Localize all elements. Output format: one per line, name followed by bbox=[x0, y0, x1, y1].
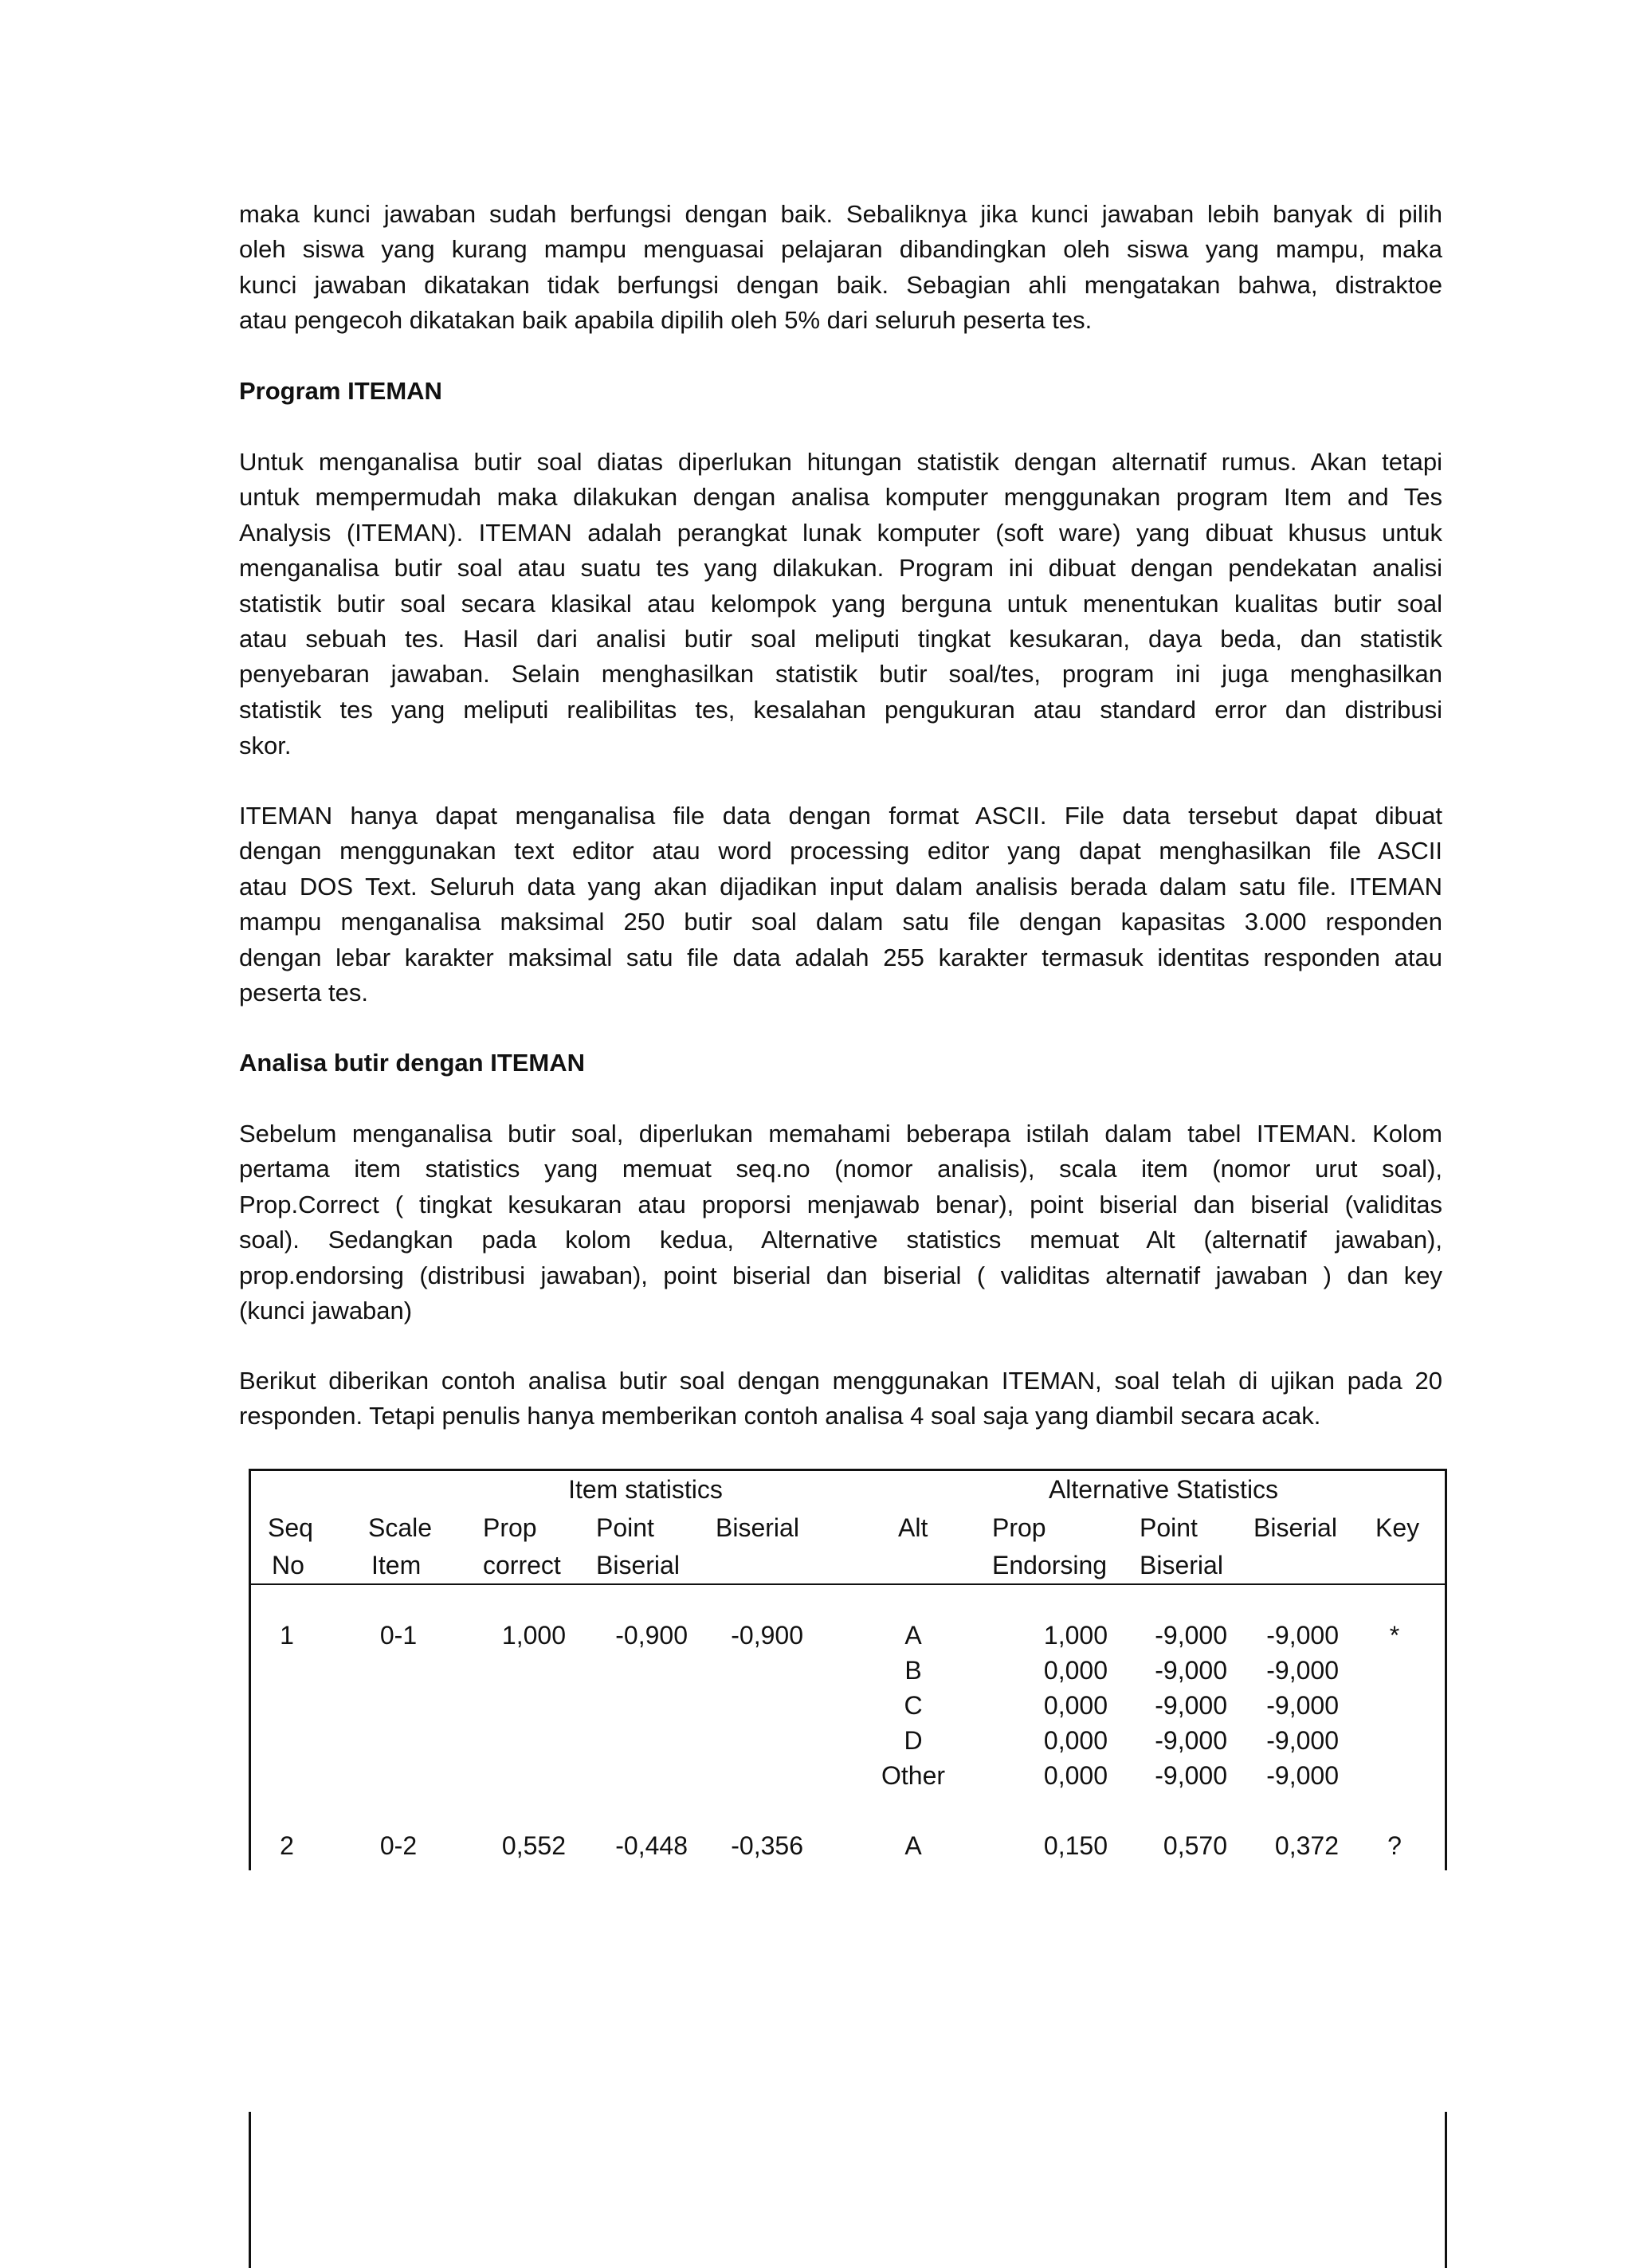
heading-program-iteman: Program ITEMAN bbox=[239, 377, 442, 405]
cell-alt-endorsing: 0,000 bbox=[1043, 1656, 1108, 1685]
cell-seq: 1 bbox=[280, 1621, 294, 1650]
cell-alt-biserial: -9,000 bbox=[1266, 1656, 1339, 1685]
cell-alt-biserial: -9,000 bbox=[1266, 1621, 1339, 1650]
cell-alt-biserial: 0,372 bbox=[1274, 1831, 1339, 1860]
cell-alt-biserial: -9,000 bbox=[1266, 1691, 1339, 1720]
cell-alt-biserial: -9,000 bbox=[1266, 1726, 1339, 1755]
cell-scale: 0-1 bbox=[379, 1621, 418, 1650]
paragraph-iteman-intro-end bbox=[239, 728, 1442, 763]
text-line: (kunci jawaban) bbox=[239, 1297, 413, 1324]
col-header-key: Key bbox=[1375, 1513, 1420, 1542]
text-line: prop.endorsing (distribusi jawaban), point biserial dan biserial ( validitas alternatif jawaban ) dan key bbox=[239, 1261, 1442, 1289]
text-line: oleh siswa yang kurang mampu menguasai pelajaran dibandingkan oleh siswa yang mampu, maka bbox=[239, 235, 1442, 264]
col-header-point: Point bbox=[596, 1513, 654, 1542]
col-header-seq: Seq bbox=[268, 1513, 313, 1542]
cell-alt-point-biserial: -9,000 bbox=[1155, 1726, 1227, 1755]
text-line: menganalisa butir soal atau suatu tes yang dilakukan. Program ini dibuat dengan pendekatan analisi bbox=[239, 554, 1442, 583]
heading-analisa-butir: Analisa butir dengan ITEMAN bbox=[239, 1049, 586, 1077]
text-line: atau DOS Text. Seluruh data yang akan dijadikan input dalam analisis berada dalam satu file. ITEMAN bbox=[239, 872, 1442, 901]
cell-alt: A bbox=[904, 1831, 922, 1860]
paragraph-terms bbox=[239, 1116, 1442, 1293]
cell-alt-point-biserial: -9,000 bbox=[1155, 1621, 1227, 1650]
col-header-no: No bbox=[272, 1551, 304, 1579]
text-line: ITEMAN hanya dapat menganalisa file data dengan format ASCII. File data tersebut dapat dibuat bbox=[239, 802, 1442, 830]
text-line: responden. Tetapi penulis hanya memberikan contoh analisa 4 soal saja yang diambil secara acak. bbox=[239, 1402, 1321, 1430]
cell-prop-correct: 0,552 bbox=[501, 1831, 566, 1860]
text-line: pertama item statistics yang memuat seq.no (nomor analisis), scala item (nomor urut soal), bbox=[239, 1155, 1442, 1183]
col-header-biserial: Biserial bbox=[716, 1513, 799, 1542]
text-line: penyebaran jawaban. Selain menghasilkan statistik butir soal/tes, program ini juga menghasilkan bbox=[239, 660, 1442, 689]
cell-seq: 2 bbox=[280, 1831, 294, 1860]
cell-alt-endorsing: 0,000 bbox=[1043, 1691, 1108, 1720]
text-line: mampu menganalisa maksimal 250 butir soal dalam satu file dengan kapasitas 3.000 responden bbox=[239, 908, 1442, 936]
cell-alt-endorsing: 0,000 bbox=[1043, 1726, 1108, 1755]
col-header-correct: correct bbox=[483, 1551, 561, 1579]
cell-key: ? bbox=[1387, 1831, 1402, 1860]
text-line: skor. bbox=[239, 732, 292, 759]
paragraph-distractor bbox=[239, 197, 1442, 303]
cell-alt-endorsing: 1,000 bbox=[1043, 1621, 1108, 1650]
col-header-scale: Scale bbox=[368, 1513, 433, 1542]
text-line: maka kunci jawaban sudah berfungsi dengan baik. Sebaliknya jika kunci jawaban lebih banyak di pilih bbox=[239, 200, 1442, 228]
text-line: dengan menggunakan text editor atau word processing editor yang dapat menghasilkan file ASCII bbox=[239, 837, 1442, 865]
paragraph-example-end bbox=[239, 1399, 1442, 1434]
cell-biserial: -0,356 bbox=[731, 1831, 803, 1860]
table-header-divider bbox=[249, 1583, 1445, 1585]
col-header-alt-biserial: Biserial bbox=[1253, 1513, 1337, 1542]
paragraph-ascii bbox=[239, 799, 1442, 975]
cell-prop-correct: 1,000 bbox=[501, 1621, 566, 1650]
col-header-alt: Alt bbox=[898, 1513, 928, 1542]
iteman-table bbox=[249, 1469, 1447, 2268]
paragraph-distractor-end bbox=[239, 303, 1442, 338]
cell-alt: D bbox=[904, 1726, 923, 1755]
col-header-alt-prop: Prop bbox=[992, 1513, 1046, 1542]
cell-biserial: -0,900 bbox=[731, 1621, 803, 1650]
group-header-alternative-statistics: Alternative Statistics bbox=[1048, 1475, 1279, 1504]
text-line: dengan lebar karakter maksimal satu file data adalah 255 karakter termasuk identitas responden atau bbox=[239, 943, 1442, 971]
col-header-alt-point-biserial: Biserial bbox=[1140, 1551, 1223, 1579]
col-header-prop: Prop bbox=[483, 1513, 537, 1542]
col-header-alt-point: Point bbox=[1140, 1513, 1198, 1542]
cell-alt-point-biserial: -9,000 bbox=[1155, 1656, 1227, 1685]
paragraph-terms-end bbox=[239, 1293, 1442, 1328]
text-line: statistik butir soal secara klasikal atau kelompok yang berguna untuk menentukan kualitas butir soal bbox=[239, 589, 1442, 618]
paragraph-ascii-end bbox=[239, 975, 1442, 1010]
cell-alt-endorsing: 0,000 bbox=[1043, 1761, 1108, 1790]
page-bottom-margin bbox=[0, 1870, 1632, 2112]
text-line: atau sebuah tes. Hasil dari analisi butir soal meliputi tingkat kesukaran, daya beda, dan statistik bbox=[239, 625, 1442, 653]
cell-alt-biserial: -9,000 bbox=[1266, 1761, 1339, 1790]
col-header-point-biserial: Biserial bbox=[596, 1551, 680, 1579]
text-line: Sebelum menganalisa butir soal, diperlukan memahami beberapa istilah dalam tabel ITEMAN. Kolom bbox=[239, 1120, 1442, 1148]
cell-alt-point-biserial: -9,000 bbox=[1155, 1691, 1227, 1720]
cell-alt: B bbox=[904, 1656, 922, 1685]
text-line: Analysis (ITEMAN). ITEMAN adalah perangkat lunak komputer (soft ware) yang dibuat khusus untuk bbox=[239, 518, 1442, 547]
text-line: untuk mempermudah maka dilakukan dengan analisa komputer menggunakan program Item and Tes bbox=[239, 483, 1442, 512]
text-line: statistik tes yang meliputi realibilitas tes, kesalahan pengukuran atau standard error dan distribusi bbox=[239, 695, 1442, 724]
paragraph-example bbox=[239, 1364, 1442, 1399]
cell-alt-endorsing: 0,150 bbox=[1043, 1831, 1108, 1860]
text-line: Berikut diberikan contoh analisa butir soal dengan menggunakan ITEMAN, soal telah di ujikan pada 20 bbox=[239, 1367, 1442, 1395]
cell-point-biserial: -0,448 bbox=[615, 1831, 688, 1860]
cell-alt: C bbox=[904, 1691, 923, 1720]
cell-scale: 0-2 bbox=[379, 1831, 418, 1860]
paragraph-iteman-intro bbox=[239, 445, 1442, 728]
text-line: peserta tes. bbox=[239, 979, 368, 1006]
cell-alt-point-biserial: 0,570 bbox=[1163, 1831, 1227, 1860]
cell-key: * bbox=[1389, 1621, 1400, 1650]
text-line: Untuk menganalisa butir soal diatas diperlukan hitungan statistik dengan alternatif rumus. Akan tetapi bbox=[239, 448, 1442, 476]
group-header-item-statistics: Item statistics bbox=[568, 1475, 723, 1504]
text-line: soal). Sedangkan pada kolom kedua, Alternative statistics memuat Alt (alternatif jawaban), bbox=[239, 1226, 1442, 1254]
cell-alt: A bbox=[904, 1621, 922, 1650]
cell-alt: Other bbox=[881, 1761, 946, 1790]
text-line: Prop.Correct ( tingkat kesukaran atau proporsi menjawab benar), point biserial dan biserial (validitas bbox=[239, 1190, 1442, 1218]
text-line: atau pengecoh dikatakan baik apabila dipilih oleh 5% dari seluruh peserta tes. bbox=[239, 306, 1093, 334]
cell-point-biserial: -0,900 bbox=[615, 1621, 688, 1650]
text-line: kunci jawaban dikatakan tidak berfungsi dengan baik. Sebagian ahli mengatakan bahwa, distraktoe bbox=[239, 270, 1442, 299]
col-header-endorsing: Endorsing bbox=[992, 1551, 1108, 1579]
cell-alt-point-biserial: -9,000 bbox=[1155, 1761, 1227, 1790]
col-header-item: Item bbox=[371, 1551, 422, 1579]
